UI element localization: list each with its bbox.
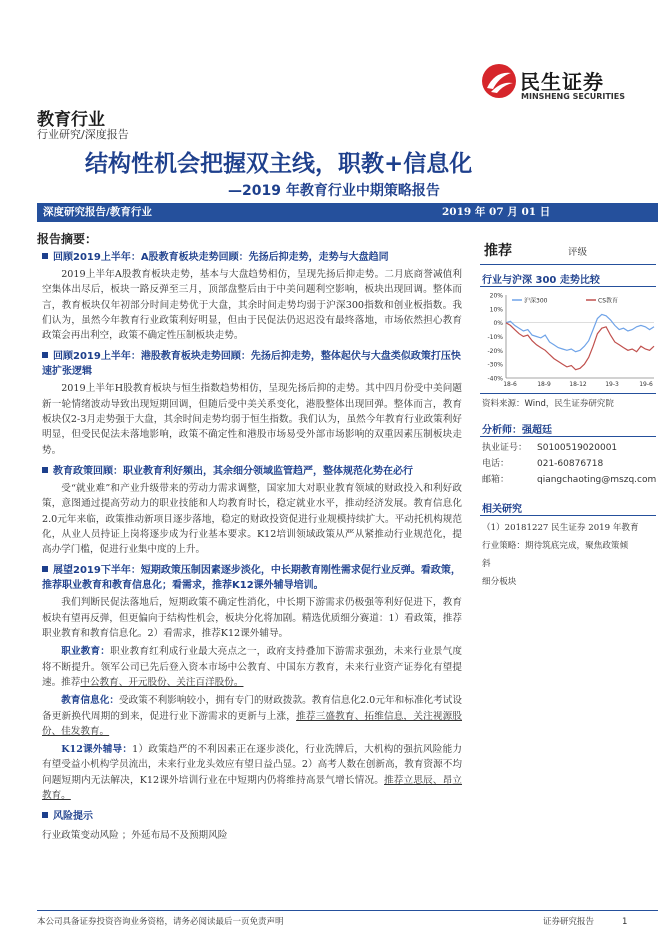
info-recommend: 推荐三盛教育、拓维信息，关注视源股份、佳发教育。 (42, 710, 463, 737)
analyst-divider (480, 436, 656, 437)
x-tick-label: 18-9 (537, 381, 551, 388)
y-tick-label: -30% (487, 361, 503, 369)
section-1 (42, 250, 462, 343)
summary-column (42, 250, 462, 844)
section-3 (42, 464, 462, 557)
k12-label: K12课外辅导： (61, 744, 133, 756)
related-line[interactable]: 行业策略：期待筑底完成，聚焦政策倾 (482, 541, 629, 551)
series-line-hs300 (506, 314, 654, 351)
legend-label: CS教育 (598, 297, 618, 305)
section-4 (42, 563, 462, 803)
chart-source-divider (480, 393, 656, 394)
y-tick-label: 0% (493, 320, 503, 328)
info-text: 受政策不利影响较小，拥有专门的财政拨款。教育信息化2.0元年和标准化考试设备更新换代周期的到来，促进行业下游需求的更新与上涨， (42, 695, 463, 722)
report-date: 2019 年 07 月 01 日 (442, 206, 551, 218)
y-tick-label: -20% (487, 347, 503, 355)
info-label: 教育信息化： (61, 695, 120, 707)
disclaimer-notice: 本公司具备证券投资咨询业务资格，请务必阅读最后一页免责声明 (37, 917, 284, 927)
section-heading: 回顾2019上半年：港股教育板块走势回顾：先扬后抑走势，整体起伏与大盘类似政策打压快速扩张逻辑 (42, 351, 461, 378)
k12-recommend: 推荐立思辰、昂立教育。 (42, 774, 463, 802)
bullet-icon (42, 812, 48, 818)
rating-divider (480, 264, 656, 265)
analyst-key: 电话： (482, 459, 510, 469)
analyst-info (482, 440, 658, 488)
section-heading: 回顾2019上半年：A股教育板块走势回顾：先扬后抑走势，走势与大盘趋同 (53, 252, 389, 263)
footer-report-type: 证券研究报告 (543, 917, 595, 927)
summary-label: 报告摘要： (37, 232, 98, 246)
report-type: 深度研究报告/教育行业 (43, 206, 152, 218)
analyst-email[interactable]: qiangchaoting@mszq.com (537, 475, 657, 485)
related-line[interactable]: （1）20181227 民生证券 2019 年教育 (482, 523, 639, 533)
y-tick-label: 20% (489, 292, 503, 300)
analyst-value: S0100519020001 (537, 443, 618, 453)
bullet-icon (42, 352, 48, 358)
risk-section (42, 809, 462, 843)
brand-logo-icon (481, 61, 517, 101)
footer-label (543, 915, 627, 927)
related-line[interactable]: 细分板块 (482, 577, 517, 587)
analyst-row (482, 456, 658, 472)
section-paragraph: 2019上半年A股教育板块走势，基本与大盘趋势相仿，呈现先扬后抑走势。二月底商誉减值利空集体出尽后，板块一路反弹至三月，顶部盘整后由于中美问题利空影响，板块出现回调。整体而言，教育板块仅年初部分时间走势优于大盘，其余时间走势均弱于沪深300指数和创业板指数。我们认为，虽然今年教育行业政策利好明显，但由于民促法仍迟迟没有最终落地，市场依然担心教育政策会再出利空，政策不确定性压制板块走势。 (42, 269, 462, 342)
k12-text: 1）政策趋严的不利因素正在逐步淡化，行业洗牌后，大机构的强抗风险能力有望受益小机构学员流出，未来行业龙头效应有望日益凸显。2）高考人数在创新高，教育资源不均问题短期内无法解决，K12课外培训行业在中短期内仍将维持高景气增长情况。 (42, 744, 462, 786)
vocational-text: 职业教育红利成行业最大亮点之一，政府支持叠加下游需求强劲，未来行业景气度将不断提升。领军公司已先后登入资本市场中公教育、中国东方教育，未来行业资产证券化有望提速。推荐 (42, 646, 463, 688)
section-paragraph: 我们判断民促法落地后，短期政策不确定性消化，中长期下游需求仍极强等利好促进下，教育板块有望再反弹，但更偏向于结构性机会，板块分化将加剧。精选优质细分赛道：1）看政策，推荐职业教育和教育信息化。2）看需求，推荐K12课外辅导。 (42, 597, 462, 640)
bullet-icon (42, 566, 48, 572)
x-tick-label: 19-3 (605, 381, 619, 388)
analyst-title: 分析师：强超廷 (482, 425, 552, 436)
x-tick-label: 18-12 (569, 381, 587, 388)
y-tick-label: -10% (487, 334, 503, 341)
analyst-value: 021-60876718 (537, 459, 604, 469)
risk-heading: 风险提示 (53, 811, 93, 823)
chart-title: 行业与沪深 300 走势比较 (482, 275, 600, 286)
chart-title-divider (480, 286, 656, 287)
report-info-bar (37, 203, 658, 222)
industry-label: 教育行业 (37, 110, 105, 130)
info-paragraph (42, 693, 462, 739)
page-number: 1 (622, 917, 628, 927)
brand-name: 民生证券 (520, 70, 604, 94)
page-subtitle: —2019 年教育行业中期策略报告 (228, 183, 440, 199)
section-heading: 教育政策回顾：职业教育利好频出，其余细分领域监管趋严，整体规范化势在必行 (53, 465, 413, 477)
rating-label: 评级 (568, 247, 588, 258)
section-paragraph: 2019上半年H股教育板块与恒生指数趋势相仿，呈现先扬后抑的走势。其中四月份受中美问题新一轮情绪波动导致出现短期回调，但随后受中美关系变化，港股整体出现回弹。整体而言，教育板块仅2-3月走势强于大盘，其余时间走势均弱于恒生指数。我们认为，虽然今年教育行业政策利好明显，但受民促法未落地影响，政策不确定性和港股市场易受外部市场影响的双重因素压制板块走势。 (42, 383, 462, 456)
analyst-key: 邮箱： (482, 475, 510, 485)
chart-source: 资料来源：Wind，民生证券研究院 (482, 399, 614, 409)
legend-label: 沪深300 (524, 297, 548, 305)
related-line[interactable]: 斜 (482, 559, 491, 569)
bullet-icon (42, 467, 48, 473)
comparison-chart (478, 290, 658, 390)
x-tick-label: 19-6 (639, 381, 653, 388)
analyst-key: 执业证号： (482, 443, 528, 453)
section-paragraph: 受“就业难”和产业升级带来的劳动力需求调整，国家加大对职业教育领域的财政投入和利好政策，意图通过提高劳动力的职业技能和人均教育时长，稳定就业水平，推动经济发展。教育信息化2.0元年来临，政策推动新项目逐步落地，稳定的财政投资促进行业规模持续扩大。平动托机构规范化，从业人员持证上岗将逐步成为行业基本要求。K12培训领域政策从严从紧推动行业规范化，提高办学门槛，促进行业集中度的上升。 (42, 482, 462, 556)
section-2 (42, 349, 462, 457)
x-tick-label: 18-6 (503, 381, 517, 388)
k12-paragraph (42, 742, 462, 803)
footer-divider (37, 910, 658, 911)
bullet-icon (42, 253, 48, 259)
analyst-row (482, 472, 658, 488)
related-research (482, 519, 658, 591)
report-category: 行业研究/深度报告 (37, 128, 129, 141)
related-title: 相关研究 (482, 504, 522, 515)
analyst-row (482, 440, 658, 456)
y-tick-label: 10% (489, 306, 503, 314)
section-heading: 展望2019下半年：短期政策压制因素逐步淡化，中长期教育刚性需求促行业反弹。看政策，推荐职业教育和教育信息化；看需求，推荐K12课外辅导培训。 (42, 565, 461, 592)
rating-value: 推荐 (484, 243, 512, 259)
vocational-paragraph (42, 644, 462, 690)
y-tick-label: -40% (487, 375, 503, 383)
page-title: 结构性机会把握双主线，职教+信息化 (85, 151, 473, 177)
vocational-recommend: 中公教育、开元股份、关注百洋股份。 (80, 676, 244, 688)
risk-text: 行业政策变动风险 ；外延布局不及预期风险 (42, 830, 228, 842)
vocational-label: 职业教育： (61, 646, 111, 658)
brand-logo (481, 61, 517, 101)
brand-name-en: MINSHENG SECURITIES (521, 92, 625, 101)
related-divider (480, 515, 656, 516)
